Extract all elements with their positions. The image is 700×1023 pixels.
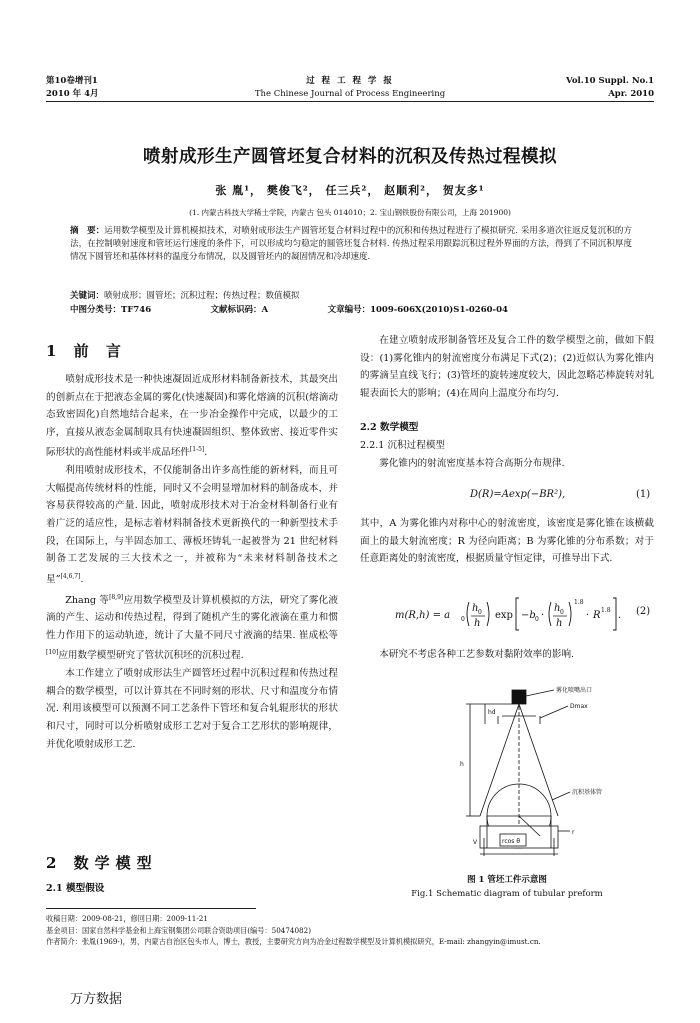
nozzle-shape [512,690,526,704]
footnotes [46,913,656,948]
section-1-body [46,371,338,753]
svg-text:exp: exp [495,610,513,621]
svg-text:h: h [556,618,563,629]
clc-value: TF746 [121,305,152,315]
figure-label-nozzle: 雾化喷嘴出口 [556,687,593,694]
figure-label-hd: hd [488,709,496,716]
paper-affiliation: (1. 内蒙古科技大学稀土学院，内蒙古 包头 014010；2. 宝山钢铁股份有限公司，上海 201900) [189,208,511,217]
svg-text:−b: −b [521,610,536,621]
paper-title: 喷射成形生产圆管坯复合材料的沉积及传热过程模拟 [143,147,557,167]
svg-text:R: R [593,610,601,621]
figure-label-v: V [473,839,478,846]
article-no-value: 1009-606X(2010)S1-0260-04 [370,305,508,315]
classification [70,304,632,317]
footnote-fund: 基金项目：国家自然科学基金和上海宝钢集团公司联合资助项目(编号：50474082) [46,925,312,935]
figure-label-substrate: 沉积基体管 [572,789,603,796]
svg-text:h: h [474,618,481,629]
header-volume-en: Vol.10 Suppl. No.1 [566,76,654,86]
figure-1-caption-cn: 图 1 管坯工件示意图 [467,875,547,885]
subsection-2-2-1-heading: 2.2.1 沉积过程模型 [360,440,446,451]
keywords-text: 喷射成形；圆管坯；沉积过程；传热过程；数值模拟 [104,291,300,301]
svg-text:·: · [541,610,545,621]
keywords [70,290,632,303]
svg-text:1.8: 1.8 [574,599,584,606]
svg-text:·: · [586,610,590,621]
header-date: 2010 年 4月 [46,89,99,99]
variable-definitions: 其中，A 为雾化锥内对称中心的射流密度，该密度是雾化锥在该横截面上的最大射流密度；R 为径向距离；B 为雾化锥的分布系数；对于任意距离处的射流密度，根据质量守恒定律，可推导出下式. [360,518,654,565]
abstract-label: 摘 要： [70,226,105,236]
header-date-en: Apr. 2010 [608,89,654,99]
figure-label-dmax: Dmax [570,703,588,710]
abstract-text: 运用数学模型及计算机模拟技术，对喷射成形法生产圆管坯复合材料过程中的沉积和传热过程进行了模拟研究. 采用多道次往返反复沉积的方法，在控制喷射速度和管坯运行速度的条件下，可以形成均匀稳定的圆管坯复合材料. 传热过程采用跟踪沉积过程外界面的方法，得到了不同沉积厚度情况下圆管坯和基体材料的温度分布情况，以及圆管坯内的凝固情况和冷却速度. [70,226,632,262]
equation-1-number: (1) [636,489,651,500]
subsection-2-1-heading: 2.1 模型假设 [46,883,105,894]
header-volume: 第10卷增刊1 [46,76,98,86]
footnote-dates: 收稿日期：2009-08-21，修回日期：2009-11-21 [46,914,208,923]
equation-2-lhs: m(R,h) = a [395,610,451,621]
figure-label-rcos: rcos θ [502,838,521,845]
svg-text:h: h [472,603,479,614]
equation-1: D(R)=Aexp(−BR²), [470,489,566,500]
header-journal-en: The Chinese Journal of Process Engineering [254,89,446,99]
equation-2-number: (2) [636,606,651,617]
equation-2 [395,592,635,636]
header-rule [46,101,654,102]
doc-code-value: A [261,305,269,315]
assumptions-paragraph [360,332,654,402]
svg-text:0: 0 [560,609,564,616]
header-journal-cn: 过 程 工 程 学 报 [306,76,394,86]
paper-authors: 张 胤¹， 樊俊飞²， 任三兵²， 赵顺利²， 贺友多¹ [215,184,485,197]
svg-text:0: 0 [535,616,539,623]
paragraph: Zhang 等[8,9]应用数学模型及计算机模拟的方法，研究了雾化液滴的产生、运动和传热过程，得到了随机产生的雾化液滴在重力和惯性力作用下的运动轨迹，统计了大量不同尺寸液滴的结果. 崔成松等[10]应用数学模型研究了管状沉积坯的沉积过程. [46,593,339,662]
svg-text:1.8: 1.8 [601,607,611,614]
footnote-author: 作者简介：张胤(1969-)，男，内蒙古自治区包头市人，博士，教授，主要研究方向为冶金过程数学模型及计算机模拟研究，E-mail: zhangyin@imust.cn. [46,937,541,946]
footnote-rule [46,908,256,909]
keywords-label: 关键词： [70,291,105,301]
subsection-2-2-heading: 2.2 数学模型 [360,422,419,433]
article-no-label: 文章编号： [327,305,371,315]
gauss-sentence: 雾化锥内的射流密度基本符合高斯分布规律. [379,458,565,469]
svg-text:0: 0 [478,609,482,616]
paragraph: 在建立喷射成形制备管坯及复合工件的数学模型之前，做如下假设：(1)雾化锥内的射流密度分布满足下式(2)；(2)近似认为雾化锥内的雾滴呈直线飞行；(3)管坯的旋转速度较大，因此忽略芯棒旋转对轧辊表面长大的影响；(4)在周向上温度分布均匀. [360,335,654,399]
section-2-heading: 2 数学模型 [46,854,158,872]
paragraph: 利用喷射成形技术，不仅能制备出许多高性能的新材料，而且可大幅提高传统材料的性能，同时又不会明显增加材料的制备成本，并容易获得较高的产量. 因此，喷射成形技术对于冶金材料制备行业有着广泛的适应性，是标志着材料制备技术更新换代的一种新型技术手段，在国际上，与半固态加工、薄板坯铸轧一起被誉为 21 世纪材料制备工艺发展的三大技术之一，并被称为“未来材料制备技术之星”[4,6,7]. [46,465,338,585]
abstract [70,225,632,264]
figure-1-schematic [440,676,640,866]
watermark-wanfang: 万方数据 [70,992,123,1007]
adhesion-note: 本研究不考虑各种工艺参数对黏附效率的影响. [379,649,575,660]
figure-1-caption-en: Fig.1 Schematic diagram of tubular preform [411,889,603,899]
svg-text:.: . [618,610,622,621]
figure-label-r: r [572,829,575,836]
clc-label: 中图分类号： [70,305,122,315]
paragraph: 喷射成形技术是一种快速凝固近成形材料制备新技术，其最突出的创新点在于把液态金属的雾化(快速凝固)和雾化熔滴的沉积(熔滴动态致密固化)自然地结合起来，在一步冶金操作中完成，以最少的工序，直接从液态金属制取具有快速凝固组织、整体致密、接近零件实际形状的高性能材料或半成品坯件[1-5]. [46,374,338,459]
section-1-heading: 1 前 言 [46,342,127,360]
svg-text:0: 0 [461,616,465,623]
paragraph: 本工作建立了喷射成形法生产圆管坯过程中沉积过程和传热过程耦合的数学模型，可以计算其在不同时刻的形状、尺寸和温度分布情况. 利用该模型可以预测不同工艺条件下管坯和复合轧辊形状的形状和尺寸，同时可以分析喷射成形工艺对于复合工艺形状的影响规律，并优化喷射成形工艺. [46,668,338,750]
figure-label-h: h [460,761,464,768]
svg-text:h: h [554,603,561,614]
doc-code-label: 文献标识码： [210,305,262,315]
